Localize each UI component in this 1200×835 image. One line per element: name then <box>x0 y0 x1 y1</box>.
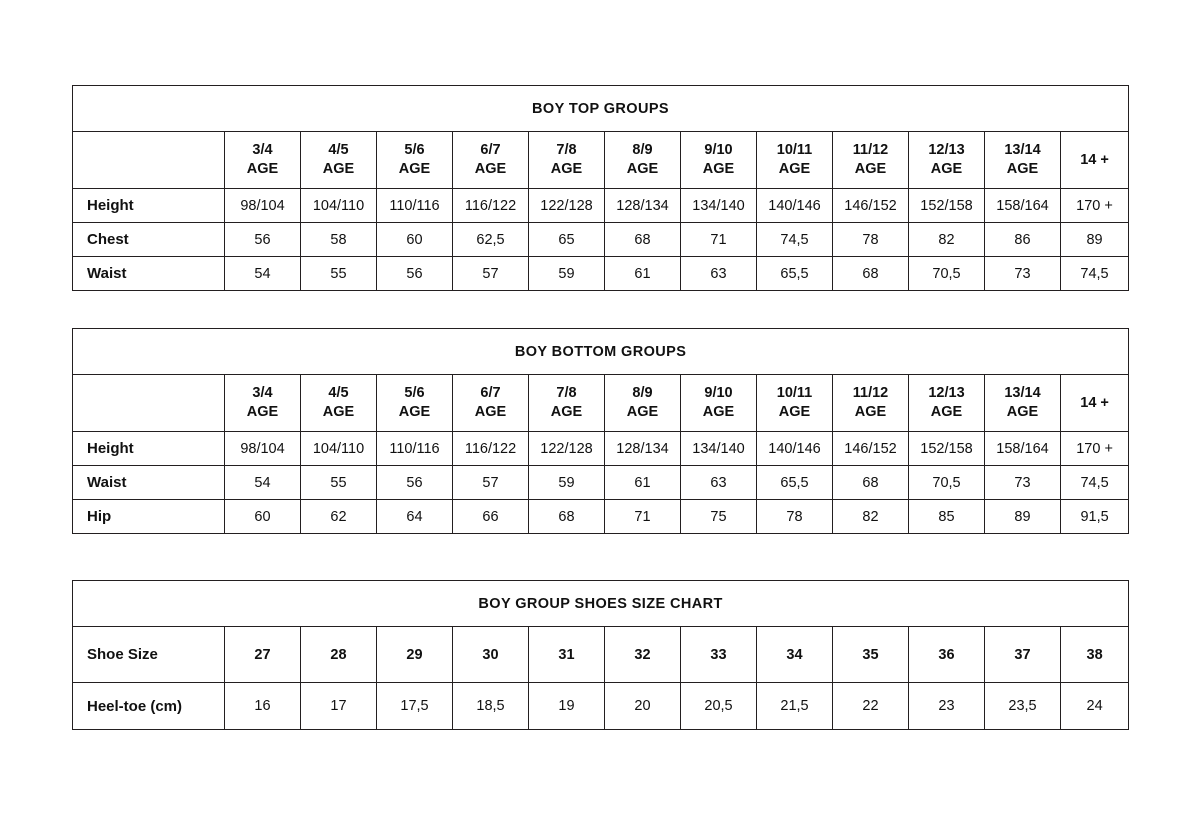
table-title-row <box>73 86 1129 132</box>
table-cell: 38 <box>1061 627 1129 683</box>
boy-shoes-size-table <box>72 580 1129 730</box>
table-cell: 71 <box>681 223 757 257</box>
table-cell: 54 <box>225 466 301 500</box>
boy-bottom-groups-table <box>72 328 1129 534</box>
table-cell: 24 <box>1061 683 1129 730</box>
header-age-label: AGE <box>1006 404 1039 420</box>
table-cell: 20,5 <box>681 683 757 730</box>
header-cell-age-11-12 <box>833 132 909 189</box>
table-cell: 29 <box>377 627 453 683</box>
table-cell: 23,5 <box>985 683 1061 730</box>
table-cell: 104/110 <box>301 432 377 466</box>
table-row <box>73 223 1129 257</box>
table-row <box>73 466 1129 500</box>
table-cell: 65,5 <box>757 257 833 291</box>
table-cell: 78 <box>757 500 833 534</box>
boy-top-groups-table <box>72 85 1129 291</box>
header-cell-age-4-5 <box>301 375 377 432</box>
table-cell: 58 <box>301 223 377 257</box>
header-cell-age-14-plus <box>1061 132 1129 189</box>
table-cell: 89 <box>985 500 1061 534</box>
header-age-range: 7/8 <box>556 142 577 159</box>
table-cell: 74,5 <box>757 223 833 257</box>
row-label: Chest <box>73 223 225 257</box>
table-cell: 55 <box>301 466 377 500</box>
table-cell: 62 <box>301 500 377 534</box>
table-cell: 34 <box>757 627 833 683</box>
header-cell-age-9-10 <box>681 132 757 189</box>
table-header-row <box>73 132 1129 189</box>
header-cell-age-6-7 <box>453 375 529 432</box>
table-cell: 116/122 <box>453 189 529 223</box>
header-age-range: 6/7 <box>480 142 501 159</box>
table-cell: 170 + <box>1061 189 1129 223</box>
table-cell: 57 <box>453 466 529 500</box>
table-cell: 70,5 <box>909 257 985 291</box>
table-cell: 36 <box>909 627 985 683</box>
header-cell-age-5-6 <box>377 375 453 432</box>
table-cell: 68 <box>605 223 681 257</box>
header-age-range: 9/10 <box>704 385 733 402</box>
header-age-label: AGE <box>854 161 887 177</box>
header-cell-age-9-10 <box>681 375 757 432</box>
header-age-label: AGE <box>930 161 963 177</box>
table-cell: 140/146 <box>757 432 833 466</box>
table-cell: 110/116 <box>377 432 453 466</box>
header-age-label: AGE <box>474 404 507 420</box>
table-cell: 65,5 <box>757 466 833 500</box>
table-cell: 62,5 <box>453 223 529 257</box>
row-label: Hip <box>73 500 225 534</box>
table-cell: 146/152 <box>833 432 909 466</box>
table-cell: 65 <box>529 223 605 257</box>
table-row <box>73 500 1129 534</box>
header-age-label: AGE <box>474 161 507 177</box>
table-cell: 73 <box>985 257 1061 291</box>
table-cell: 98/104 <box>225 432 301 466</box>
table-cell: 61 <box>605 466 681 500</box>
header-age-range: 10/11 <box>776 142 813 159</box>
header-age-range: 8/9 <box>632 142 653 159</box>
table-cell: 23 <box>909 683 985 730</box>
table-cell: 82 <box>833 500 909 534</box>
header-age-label: AGE <box>626 161 659 177</box>
table-cell: 68 <box>833 466 909 500</box>
header-cell-age-12-13 <box>909 375 985 432</box>
table-cell: 17,5 <box>377 683 453 730</box>
table-cell: 140/146 <box>757 189 833 223</box>
table-cell: 89 <box>1061 223 1129 257</box>
table-cell: 122/128 <box>529 432 605 466</box>
table-cell: 146/152 <box>833 189 909 223</box>
table-cell: 54 <box>225 257 301 291</box>
table-row <box>73 257 1129 291</box>
table-cell: 134/140 <box>681 189 757 223</box>
row-label: Waist <box>73 466 225 500</box>
header-age-range: 7/8 <box>556 385 577 402</box>
table-cell: 35 <box>833 627 909 683</box>
header-age-label: AGE <box>550 161 583 177</box>
table-row <box>73 189 1129 223</box>
header-age-range: 9/10 <box>704 142 733 159</box>
table-cell: 74,5 <box>1061 466 1129 500</box>
table-cell: 18,5 <box>453 683 529 730</box>
table-cell: 37 <box>985 627 1061 683</box>
header-age-label: AGE <box>626 404 659 420</box>
table-cell: 16 <box>225 683 301 730</box>
table-cell: 158/164 <box>985 189 1061 223</box>
header-cell-age-10-11 <box>757 375 833 432</box>
table-cell: 27 <box>225 627 301 683</box>
table-cell: 59 <box>529 466 605 500</box>
table-cell: 152/158 <box>909 189 985 223</box>
header-age-range: 8/9 <box>632 385 653 402</box>
header-age-range: 3/4 <box>252 385 273 402</box>
header-age-label: AGE <box>1006 161 1039 177</box>
table-cell: 30 <box>453 627 529 683</box>
header-age-label: AGE <box>778 161 811 177</box>
header-age-range: 14 + <box>1080 151 1109 168</box>
table-cell: 110/116 <box>377 189 453 223</box>
header-cell-age-5-6 <box>377 132 453 189</box>
table-cell: 20 <box>605 683 681 730</box>
table-gap <box>72 291 1128 328</box>
table-cell: 28 <box>301 627 377 683</box>
table-title: BOY BOTTOM GROUPS <box>73 329 1129 375</box>
header-cell-blank <box>73 132 225 189</box>
table-cell: 85 <box>909 500 985 534</box>
header-cell-age-3-4 <box>225 375 301 432</box>
table-cell: 68 <box>833 257 909 291</box>
table-cell: 75 <box>681 500 757 534</box>
header-cell-age-7-8 <box>529 132 605 189</box>
table-cell: 128/134 <box>605 432 681 466</box>
header-age-range: 6/7 <box>480 385 501 402</box>
table-cell: 57 <box>453 257 529 291</box>
header-age-range: 11/12 <box>852 385 889 402</box>
header-cell-age-13-14 <box>985 132 1061 189</box>
header-age-label: AGE <box>246 404 279 420</box>
table-cell: 56 <box>377 466 453 500</box>
table-cell: 22 <box>833 683 909 730</box>
table-cell: 122/128 <box>529 189 605 223</box>
header-cell-age-3-4 <box>225 132 301 189</box>
table-header-row <box>73 375 1129 432</box>
header-cell-age-8-9 <box>605 132 681 189</box>
table-cell: 116/122 <box>453 432 529 466</box>
header-age-label: AGE <box>702 161 735 177</box>
table-gap <box>72 534 1128 580</box>
header-age-range: 4/5 <box>328 385 349 402</box>
row-label: Waist <box>73 257 225 291</box>
table-cell: 19 <box>529 683 605 730</box>
table-cell: 152/158 <box>909 432 985 466</box>
table-cell: 17 <box>301 683 377 730</box>
table-cell: 61 <box>605 257 681 291</box>
header-age-label: AGE <box>854 404 887 420</box>
table-cell: 66 <box>453 500 529 534</box>
header-cell-age-8-9 <box>605 375 681 432</box>
table-row <box>73 683 1129 730</box>
table-title-row <box>73 329 1129 375</box>
table-cell: 60 <box>225 500 301 534</box>
table-cell: 55 <box>301 257 377 291</box>
table-cell: 128/134 <box>605 189 681 223</box>
header-age-range: 5/6 <box>404 385 425 402</box>
header-age-label: AGE <box>322 161 355 177</box>
header-age-range: 4/5 <box>328 142 349 159</box>
table-cell: 86 <box>985 223 1061 257</box>
table-cell: 82 <box>909 223 985 257</box>
table-cell: 21,5 <box>757 683 833 730</box>
table-cell: 63 <box>681 466 757 500</box>
header-cell-age-10-11 <box>757 132 833 189</box>
header-age-range: 12/13 <box>928 142 965 159</box>
table-cell: 59 <box>529 257 605 291</box>
table-cell: 73 <box>985 466 1061 500</box>
header-age-label: AGE <box>778 404 811 420</box>
header-age-range: 13/14 <box>1004 142 1041 159</box>
table-row <box>73 627 1129 683</box>
table-cell: 68 <box>529 500 605 534</box>
header-cell-age-13-14 <box>985 375 1061 432</box>
table-cell: 33 <box>681 627 757 683</box>
header-cell-age-6-7 <box>453 132 529 189</box>
header-age-label: AGE <box>930 404 963 420</box>
row-label: Shoe Size <box>73 627 225 683</box>
header-age-range: 14 + <box>1080 394 1109 411</box>
header-age-label: AGE <box>398 404 431 420</box>
header-age-label: AGE <box>398 161 431 177</box>
header-age-range: 3/4 <box>252 142 273 159</box>
header-cell-age-7-8 <box>529 375 605 432</box>
header-cell-age-12-13 <box>909 132 985 189</box>
table-cell: 60 <box>377 223 453 257</box>
table-title-row <box>73 581 1129 627</box>
table-cell: 32 <box>605 627 681 683</box>
header-cell-age-4-5 <box>301 132 377 189</box>
header-cell-blank <box>73 375 225 432</box>
table-cell: 78 <box>833 223 909 257</box>
row-label: Height <box>73 189 225 223</box>
table-cell: 56 <box>377 257 453 291</box>
table-cell: 98/104 <box>225 189 301 223</box>
table-cell: 56 <box>225 223 301 257</box>
table-cell: 134/140 <box>681 432 757 466</box>
table-cell: 64 <box>377 500 453 534</box>
table-title: BOY GROUP SHOES SIZE CHART <box>73 581 1129 627</box>
header-age-label: AGE <box>322 404 355 420</box>
header-cell-age-11-12 <box>833 375 909 432</box>
table-cell: 71 <box>605 500 681 534</box>
row-label: Heel-toe (cm) <box>73 683 225 730</box>
table-title: BOY TOP GROUPS <box>73 86 1129 132</box>
table-cell: 63 <box>681 257 757 291</box>
table-cell: 31 <box>529 627 605 683</box>
header-age-range: 10/11 <box>776 385 813 402</box>
table-cell: 170 + <box>1061 432 1129 466</box>
header-cell-age-14-plus <box>1061 375 1129 432</box>
header-age-label: AGE <box>550 404 583 420</box>
row-label: Height <box>73 432 225 466</box>
header-age-range: 11/12 <box>852 142 889 159</box>
table-cell: 158/164 <box>985 432 1061 466</box>
header-age-label: AGE <box>246 161 279 177</box>
table-cell: 91,5 <box>1061 500 1129 534</box>
table-cell: 104/110 <box>301 189 377 223</box>
header-age-range: 12/13 <box>928 385 965 402</box>
table-row <box>73 432 1129 466</box>
table-cell: 74,5 <box>1061 257 1129 291</box>
header-age-label: AGE <box>702 404 735 420</box>
table-cell: 70,5 <box>909 466 985 500</box>
header-age-range: 5/6 <box>404 142 425 159</box>
header-age-range: 13/14 <box>1004 385 1041 402</box>
